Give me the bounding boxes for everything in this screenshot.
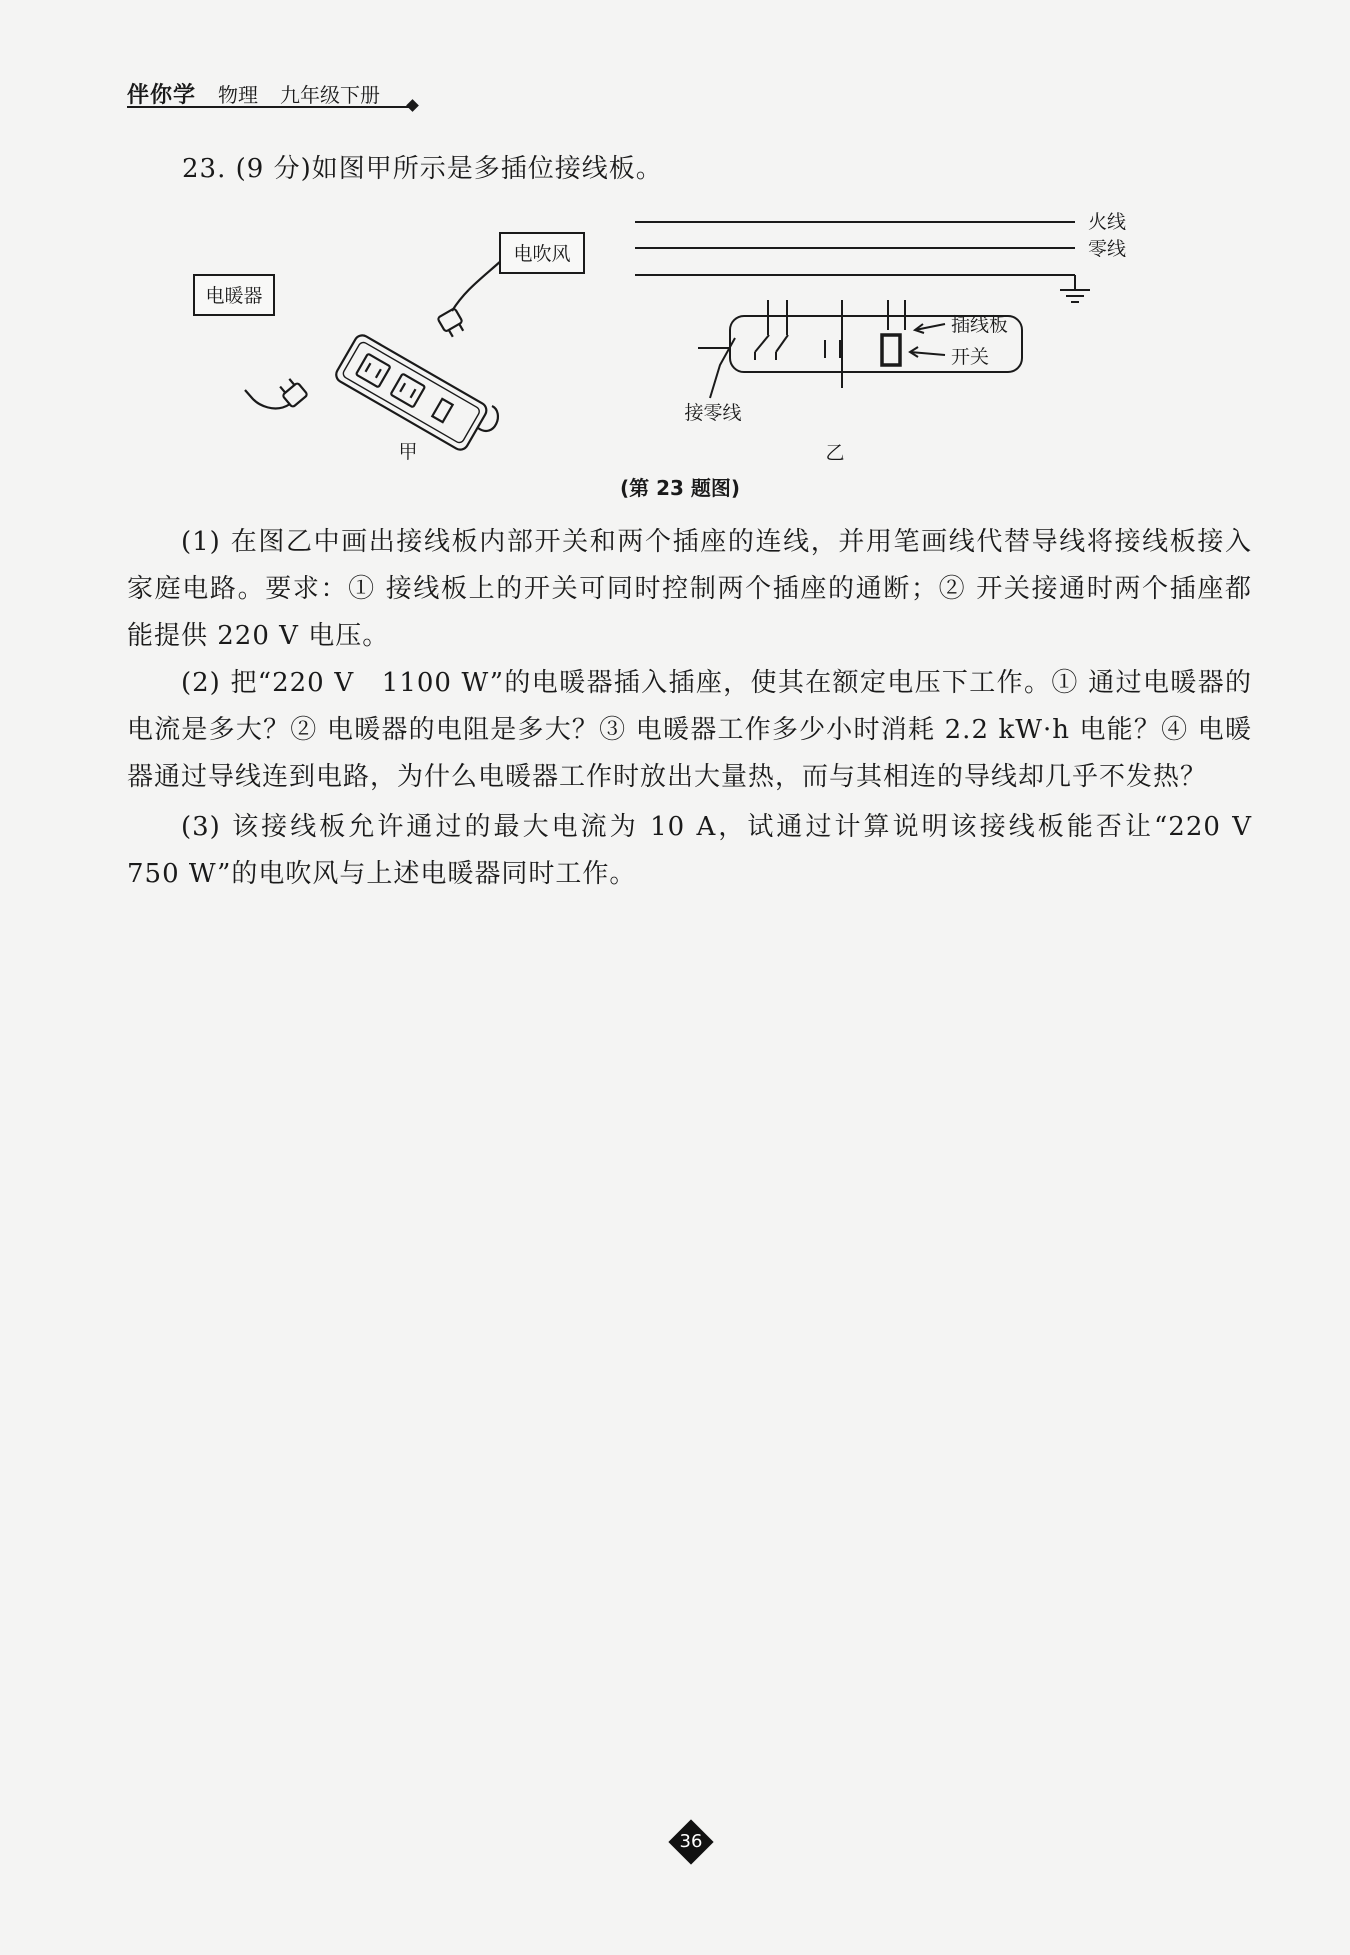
- header-grade: 九年级下册: [280, 83, 381, 107]
- running-header: [127, 78, 417, 109]
- figure-caption: (第 23 题图): [619, 476, 741, 500]
- question-part-2: (2) 把“220 V 1100 W”的电暖器插入插座，使其在额定电压下工作。① 通过电暖器的电流是多大？② 电暖器的电阻是多大？③ 电暖器工作多少小时消耗 2.2 kW·h 电能？④ 电暖器通过导线连到电路，为什么电暖器工作时放出大量热，而与其相连的导线却几乎不发热？: [127, 668, 1252, 792]
- neutral-wire-label: 零线: [1088, 238, 1127, 260]
- switch-label: 开关: [951, 346, 990, 368]
- figure-drawing: [205, 200, 1130, 470]
- question-title: 23. (9 分)如图甲所示是多插位接线板。: [182, 154, 663, 184]
- header-subject: 物理: [218, 83, 259, 107]
- neutral-connection-label: 接零线: [684, 402, 742, 424]
- heater-label: 电暖器: [205, 285, 263, 307]
- board-label: 插线板: [951, 314, 1009, 336]
- question-part-3: (3) 该接线板允许通过的最大电流为 10 A，试通过计算说明该接线板能否让“220 V 750 W”的电吹风与上述电暖器同时工作。: [127, 812, 1280, 889]
- dryer-label: 电吹风: [513, 243, 571, 265]
- figure-jia-label: 甲: [398, 441, 418, 463]
- live-wire-label: 火线: [1088, 211, 1127, 233]
- page-number-badge: [669, 1820, 713, 1864]
- question-figure: [205, 200, 1130, 505]
- question-part-1: (1) 在图乙中画出接线板内部开关和两个插座的连线，并用笔画线代替导线将接线板接入家庭电路。要求：① 接线板上的开关可同时控制两个插座的通断；② 开关接通时两个插座都能提供 220 V 电压。: [127, 527, 1252, 651]
- wiring-diagram: [635, 222, 1090, 398]
- header-rule: [127, 106, 412, 108]
- power-strip-illustration: [245, 260, 502, 453]
- figure-yi-label: 乙: [825, 442, 845, 464]
- brand-logo: 伴你学: [127, 83, 197, 108]
- page-number: 36: [679, 1831, 703, 1852]
